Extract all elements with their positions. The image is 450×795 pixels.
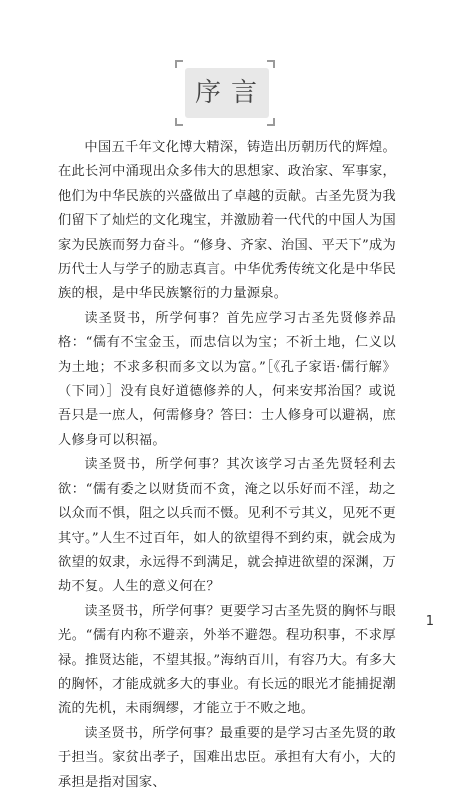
title-corner-decoration — [175, 60, 183, 68]
paragraph: 读圣贤书，所学何事？最重要的是学习古圣先贤的敢于担当。家贫出孝子，国难出忠臣。承担有大有小，大的承担是指对国家、 — [58, 725, 396, 790]
paragraph: 读圣贤书，所学何事？其次该学习古圣先贤轻利去欲：“儒有委之以财货而不贪，淹之以乐好而不淫，劫之以众而不惧，阻之以兵而不慑。见利不亏其义，见死不更其守。”人生不过百年，如人的欲望得不到约束，就会成为欲望的奴隶，永远得不到满足，就会掉进欲望的深渊，万劫不复。人生的意义何在？ — [58, 457, 396, 595]
page-number: 1 — [425, 614, 434, 629]
paragraph: 读圣贤书，所学何事？首先应学习古圣先贤修养品格：“儒有不宝金玉，而忠信以为宝；不祈土地，仁义以为土地；不求多积而多文以为富。”［《孔子家语·儒行解》（下同）］没有良好道德修养的人，何来安邦治国？或说吾只是一庶人，何需修身？答曰：士人修身可以避祸，庶人修身可以积福。 — [58, 310, 396, 448]
body-text — [58, 136, 396, 795]
title-corner-decoration — [175, 118, 183, 126]
title-corner-decoration — [267, 60, 275, 68]
page-title: 序言 — [194, 78, 267, 108]
paragraph: 读圣贤书，所学何事？更要学习古圣先贤的胸怀与眼光。“儒有内称不避亲，外举不避怨。程功积事，不求厚禄。推贤达能，不望其报。”海纳百川，有容乃大。有多大的胸怀，才能成就多大的事业。有长远的眼光才能捕捉潮流的先机，未雨绸缪，才能立于不败之地。 — [58, 603, 396, 717]
title-frame — [175, 60, 275, 126]
title-corner-decoration — [267, 118, 275, 126]
paragraph: 中国五千年文化博大精深，铸造出历朝历代的辉煌。在此长河中涌现出众多伟大的思想家、政治家、军事家，他们为中华民族的兴盛做出了卓越的贡献。古圣先贤为我们留下了灿烂的文化瑰宝，并激励着一代代的中国人为国家为民族而努力奋斗。“修身、齐家、治国、平天下”成为历代士人与学子的励志真言。中华优秀传统文化是中华民族的根，是中华民族繁衍的力量源泉。 — [58, 140, 396, 302]
